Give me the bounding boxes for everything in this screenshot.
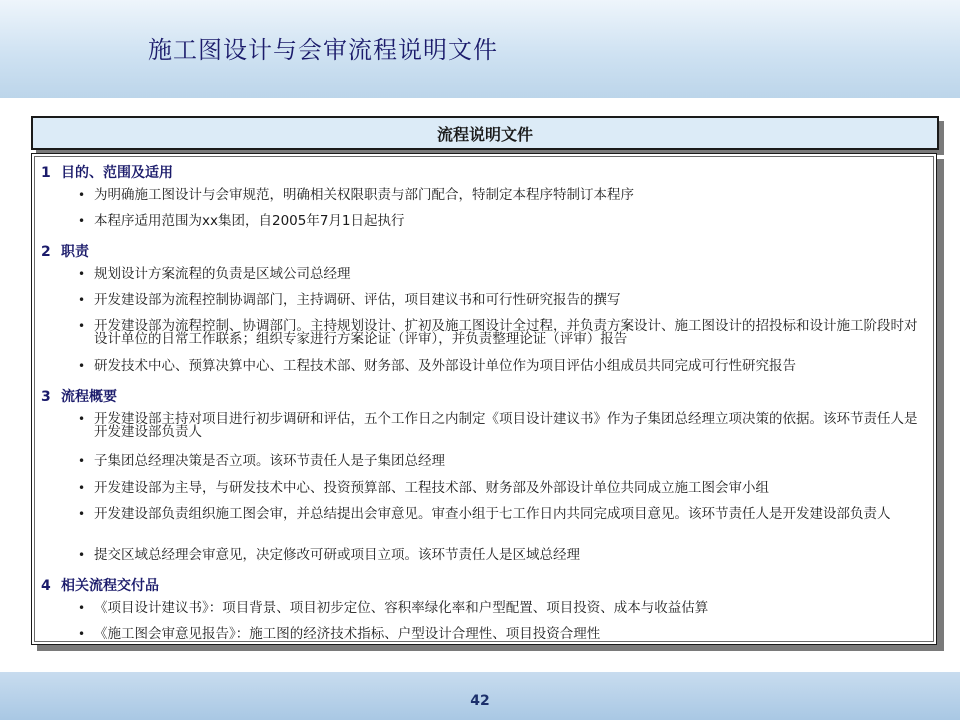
bullet: • — [78, 601, 86, 615]
section-number: 2 — [41, 244, 51, 260]
list-item — [78, 294, 928, 307]
list-item — [78, 508, 928, 521]
page-number: 42 — [470, 693, 490, 709]
list-item — [78, 602, 928, 615]
bullet: • — [78, 548, 86, 562]
bullet: • — [78, 359, 86, 373]
bullet: • — [78, 454, 86, 468]
item-text: 规划设计方案流程的负责是区域公司总经理 — [94, 266, 351, 282]
bullet: • — [78, 627, 86, 641]
item-text: 开发建设部为流程控制、协调部门。主持规划设计、扩初及施工图设计全过程，并负责方案设计、施工图设计的招投标和设计施工阶段时对设计单位的日常工作联系；组织专家进行方案论证（评审），并负责整理论证（评审）报告 — [94, 318, 918, 347]
bullet: • — [78, 481, 86, 495]
bullet: • — [78, 319, 86, 333]
bullet: • — [78, 507, 86, 521]
bullet: • — [78, 188, 86, 202]
item-text: 研发技术中心、预算决算中心、工程技术部、财务部、及外部设计单位作为项目评估小组成员共同完成可行性研究报告 — [94, 358, 796, 374]
item-text: 《项目设计建议书》：项目背景、项目初步定位、容积率绿化率和户型配置、项目投资、成本与收益估算 — [94, 600, 709, 616]
list-item — [78, 455, 928, 468]
list-item — [78, 482, 928, 495]
bullet: • — [78, 412, 86, 426]
section-title: 目的、范围及适用 — [61, 165, 173, 181]
section-heading-4 — [41, 575, 159, 595]
header-box — [31, 116, 939, 150]
item-text: 《施工图会审意见报告》：施工图的经济技术指标、户型设计合理性、项目投资合理性 — [94, 626, 601, 642]
list-item — [78, 413, 928, 439]
section-title: 流程概要 — [61, 389, 117, 405]
list-item — [78, 549, 928, 562]
section-heading-1 — [41, 162, 173, 182]
bullet: • — [78, 293, 86, 307]
item-text: 子集团总经理决策是否立项。该环节责任人是子集团总经理 — [94, 453, 445, 469]
list-item — [78, 320, 928, 346]
content-inner-border — [34, 156, 934, 642]
item-text: 开发建设部主持对项目进行初步调研和评估，五个工作日之内制定《项目设计建议书》作为子集团总经理立项决策的依据。该环节责任人是开发建设部负责人 — [94, 411, 918, 440]
item-text: 提交区域总经理会审意见，决定修改可研或项目立项。该环节责任人是区域总经理 — [94, 547, 580, 563]
page-title: 施工图设计与会审流程说明文件 — [148, 36, 498, 64]
list-item — [78, 215, 928, 228]
section-title: 职责 — [61, 244, 89, 260]
item-text: 开发建设部为主导，与研发技术中心、投资预算部、工程技术部、财务部及外部设计单位共同成立施工图会审小组 — [94, 480, 769, 496]
header-title: 流程说明文件 — [436, 125, 533, 144]
list-item — [78, 189, 928, 202]
section-number: 4 — [41, 578, 51, 594]
section-heading-2 — [41, 241, 89, 261]
item-text: 开发建设部为流程控制协调部门，主持调研、评估，项目建议书和可行性研究报告的撰写 — [94, 292, 621, 308]
content-box — [31, 153, 937, 645]
item-text: 为明确施工图设计与会审规范，明确相关权限职责与部门配合，特制定本程序特制订本程序 — [94, 187, 634, 203]
section-number: 3 — [41, 389, 51, 405]
section-title: 相关流程交付品 — [61, 578, 159, 594]
list-item — [78, 360, 928, 373]
list-item — [78, 268, 928, 281]
item-text: 开发建设部负责组织施工图会审，并总结提出会审意见。审查小组于七工作日内共同完成项目意见。该环节责任人是开发建设部负责人 — [94, 506, 891, 522]
bullet: • — [78, 214, 86, 228]
list-item — [78, 628, 928, 641]
item-text: 本程序适用范围为xx集团，自2005年7月1日起执行 — [94, 213, 405, 229]
bullet: • — [78, 267, 86, 281]
section-number: 1 — [41, 165, 51, 181]
section-heading-3 — [41, 386, 117, 406]
